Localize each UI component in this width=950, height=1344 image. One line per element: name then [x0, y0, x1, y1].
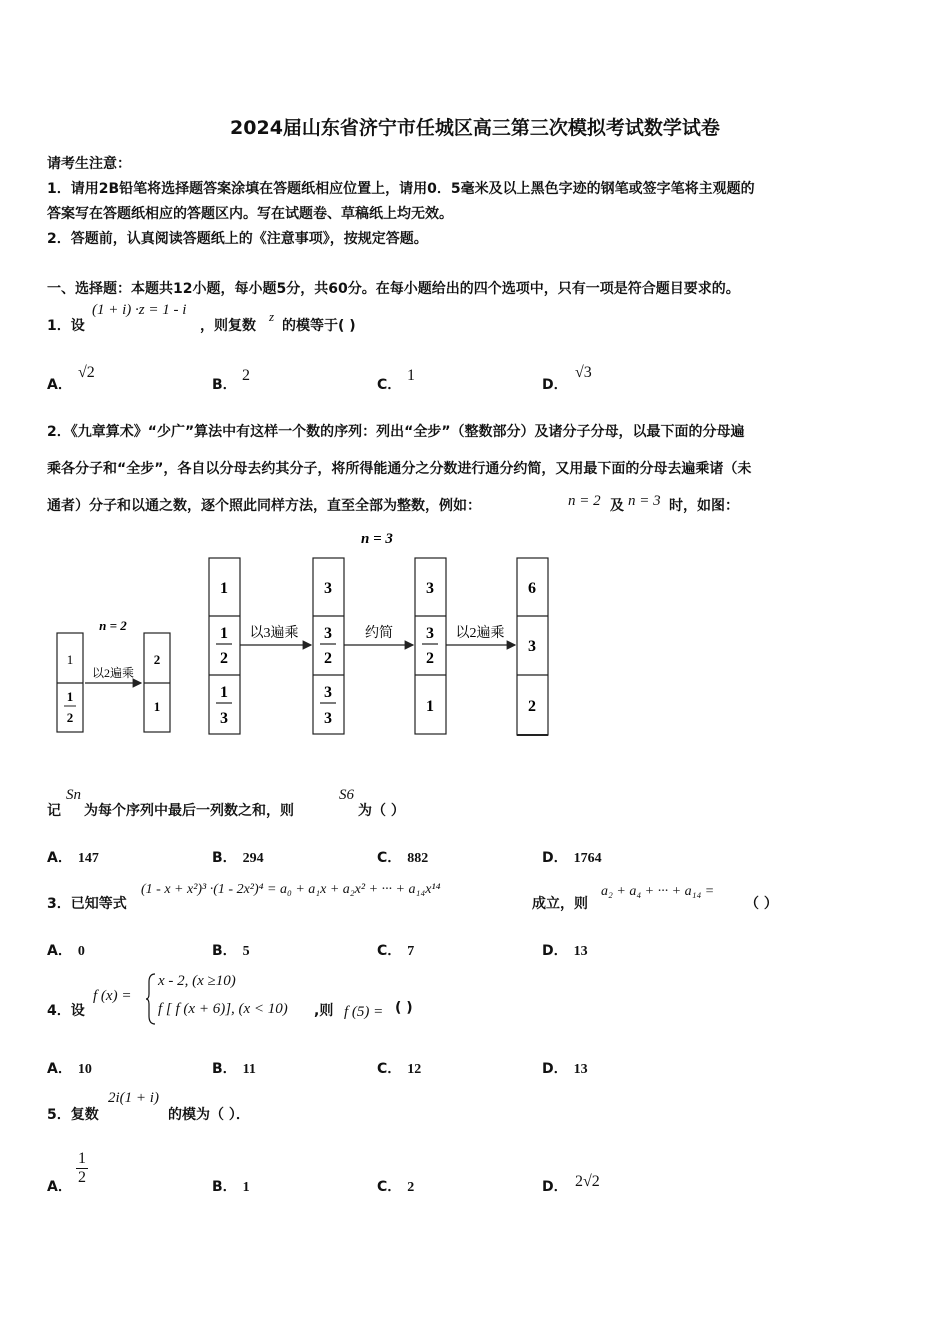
- q5-option-d[interactable]: D．: [542, 1179, 568, 1195]
- svg-text:6: 6: [528, 580, 536, 597]
- q2-option-b[interactable]: B． 294: [212, 850, 264, 866]
- q4-brace: [145, 972, 157, 1026]
- n2-right-column: [144, 633, 170, 732]
- notice-line-1: 1．请用2B铅笔将选择题答案涂填在答题纸相应位置上，请用0．5毫米及以上黑色字迹的钢笔或签字笔将主观题的: [47, 181, 755, 197]
- q1-option-b-value: 2: [242, 367, 250, 384]
- q4-fx: f (x) =: [93, 988, 132, 1004]
- n3-column-3: [415, 558, 446, 734]
- svg-text:1: 1: [66, 689, 74, 704]
- notice-heading: 请考生注意：: [47, 156, 131, 172]
- n3-column-1: [209, 558, 240, 734]
- arrow2-label: 约简: [365, 626, 393, 641]
- q5-option-a[interactable]: A．: [47, 1179, 72, 1195]
- q4-option-c[interactable]: C． 12: [377, 1061, 422, 1077]
- svg-text:2: 2: [528, 698, 536, 715]
- q3-option-c[interactable]: C． 7: [377, 943, 415, 959]
- q1-var: z: [269, 309, 275, 324]
- q4-prefix: 4．设: [47, 1003, 85, 1019]
- page-title: 2024届山东省济宁市任城区高三第三次模拟考试数学试卷: [230, 117, 720, 139]
- n3-column-4: [517, 558, 548, 735]
- svg-text:3: 3: [324, 710, 332, 727]
- q2-n3: n = 3: [628, 493, 661, 509]
- q1-option-a-value: √2: [78, 364, 95, 381]
- q2-stem-s6: S6: [339, 787, 354, 803]
- n2-left-column: [57, 633, 83, 732]
- svg-text:2: 2: [324, 650, 332, 667]
- svg-text:1: 1: [426, 698, 434, 715]
- n2-label: n = 2: [99, 618, 127, 633]
- svg-text:3: 3: [220, 710, 228, 727]
- q3-option-a[interactable]: A． 0: [47, 943, 85, 959]
- svg-text:3: 3: [426, 625, 434, 642]
- svg-text:3: 3: [324, 684, 332, 701]
- svg-text:2: 2: [220, 650, 228, 667]
- q1-prefix: 1．设: [47, 318, 85, 334]
- q3-option-d[interactable]: D． 13: [542, 943, 588, 959]
- q2-n2: n = 2: [568, 493, 601, 509]
- q2-line-2: 乘各分子和“全步”，各自以分母去约其分子，将所得能通分之分数进行通分约简，又用最下面的分母去遍乘诸（未: [47, 461, 752, 477]
- q2-line-1: 2．《九章算术》“少广”算法中有这样一个数的序列：列出“全步”（整数部分）及诸分子分母，以最下面的分母遍: [47, 424, 745, 440]
- q5-option-d-value: 2√2: [575, 1173, 600, 1190]
- q1-option-c-value: 1: [407, 367, 415, 384]
- q5-formula: 2i(1 + i): [108, 1090, 159, 1106]
- q1-option-a[interactable]: A．: [47, 377, 72, 393]
- n2-left-cell-1: 1: [66, 652, 74, 667]
- q4-case-2: f [ f (x + 6)], (x < 10): [158, 1001, 288, 1017]
- svg-text:2: 2: [426, 650, 434, 667]
- svg-text:3: 3: [324, 580, 332, 597]
- q3-middle: 成立，则: [532, 896, 588, 912]
- svg-text:3: 3: [528, 638, 536, 655]
- q2-option-a[interactable]: A． 147: [47, 850, 99, 866]
- n3-column-2: [313, 558, 344, 734]
- q1-option-b[interactable]: B．: [212, 377, 237, 393]
- q3-formula: (1 - x + x²)³ ·(1 - 2x²)⁴ = a₀ + a₁x + a₂x² + ··· + a₁₄x¹⁴: [141, 882, 441, 897]
- q2-line-3a: 通者）分子和以通之数，逐个照此同样方法，直至全部为整数，例如：: [47, 498, 481, 514]
- svg-text:2: 2: [66, 710, 74, 725]
- svg-text:3: 3: [324, 625, 332, 642]
- q2-diagram: [40, 525, 580, 745]
- section-heading: 一、选择题：本题共12小题，每小题5分，共60分。在每小题给出的四个选项中，只有一项是符合题目要求的。: [47, 281, 740, 297]
- svg-text:2: 2: [153, 652, 161, 667]
- q1-option-c[interactable]: C．: [377, 377, 402, 393]
- q5-option-b[interactable]: B． 1: [212, 1179, 250, 1195]
- q2-option-d[interactable]: D． 1764: [542, 850, 602, 866]
- q2-and: 及: [610, 498, 624, 514]
- q3-formula-2: a₂ + a₄ + ··· + a₁₄ =: [601, 884, 715, 899]
- q4-option-d[interactable]: D． 13: [542, 1061, 588, 1077]
- q5-option-a-fraction: $\frac{1}{2}$: [78, 1150, 86, 1186]
- q4-f5: f (5) =: [344, 1004, 384, 1020]
- svg-text:1: 1: [220, 625, 228, 642]
- q3-prefix: 3．已知等式: [47, 896, 127, 912]
- q5-option-c[interactable]: C． 2: [377, 1179, 415, 1195]
- q4-middle: ,则: [314, 1003, 334, 1019]
- q2-stem-a: 记: [47, 803, 61, 819]
- q1-suffix: 的模等于( ): [282, 318, 356, 334]
- q2-line-3-end: 时，如图：: [669, 498, 739, 514]
- svg-text:1: 1: [220, 580, 228, 597]
- q1-option-d[interactable]: D．: [542, 377, 568, 393]
- notice-line-2: 答案写在答题纸相应的答题区内。写在试题卷、草稿纸上均无效。: [47, 206, 453, 222]
- svg-text:1: 1: [153, 699, 161, 714]
- n2-arrow-label: 以2遍乘: [91, 666, 135, 680]
- q5-prefix: 5．复数: [47, 1107, 99, 1123]
- q2-stem-sn: Sn: [66, 787, 81, 803]
- q4-suffix: ( ): [395, 1000, 413, 1016]
- q2-stem-b: 为每个序列中最后一列数之和，则: [84, 803, 294, 819]
- svg-text:1: 1: [220, 684, 228, 701]
- q4-option-a[interactable]: A． 10: [47, 1061, 92, 1077]
- q4-option-b[interactable]: B． 11: [212, 1061, 256, 1077]
- q1-option-d-value: √3: [575, 364, 592, 381]
- q2-option-c[interactable]: C． 882: [377, 850, 429, 866]
- q1-formula: (1 + i) ·z = 1 - i: [92, 302, 187, 318]
- arrow1-label: 以3遍乘: [249, 626, 299, 641]
- q3-option-b[interactable]: B． 5: [212, 943, 250, 959]
- q3-suffix: （ ）: [745, 896, 778, 912]
- q4-case-1: x - 2, (x ≥10): [158, 973, 236, 989]
- notice-line-3: 2．答题前，认真阅读答题纸上的《注意事项》，按规定答题。: [47, 231, 428, 247]
- q1-middle: ，则复数: [200, 318, 256, 334]
- arrow3-label: 以2遍乘: [455, 626, 505, 641]
- q5-suffix: 的模为（ ）．: [168, 1107, 250, 1123]
- svg-text:3: 3: [426, 580, 434, 597]
- n3-label: n = 3: [361, 531, 393, 547]
- q2-stem-c: 为（ ）: [358, 803, 405, 819]
